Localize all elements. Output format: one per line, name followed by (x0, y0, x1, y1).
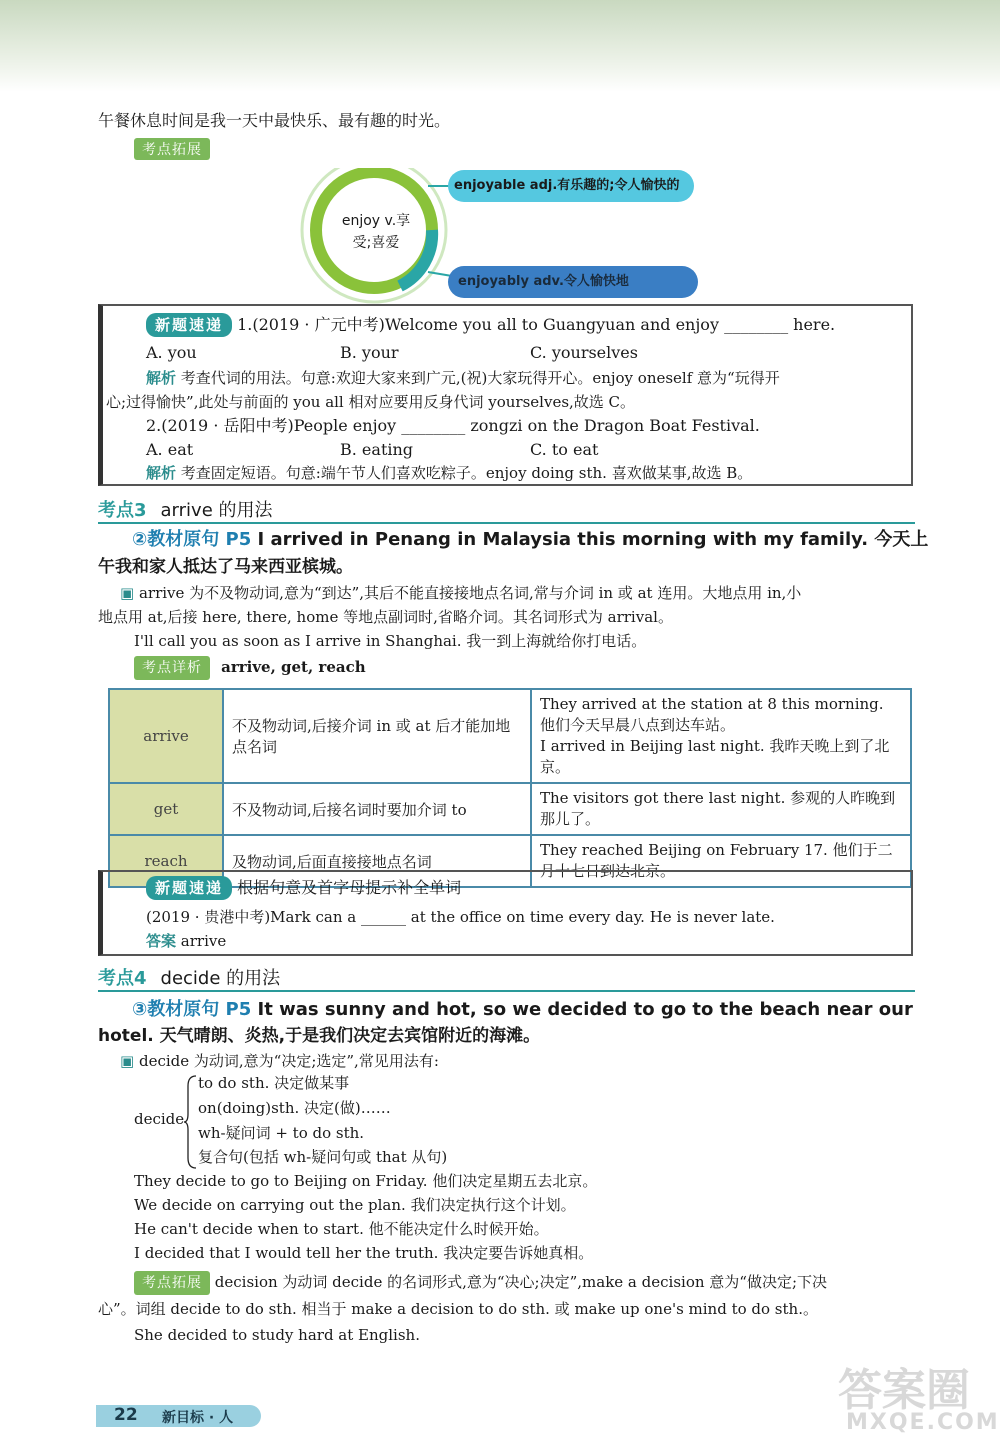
kd4-num: 考点4 (98, 968, 147, 989)
table-usage: 不及物动词,后接介词 in 或 at 后才能加地点名词 (223, 689, 531, 783)
page-number: 22 (114, 1405, 138, 1425)
table-word: arrive (109, 689, 223, 783)
tag-xinti: 新题速递 (146, 313, 232, 337)
table-example-1: They arrived at the station at 8 this morning. 他们今天早晨八点到达车站。 (540, 695, 884, 734)
q1-explanation-2: 心;过得愉快”,此处与前面的 you all 相对应要用反身代词 yourselves,故选 C。 (106, 393, 636, 411)
decide-use-3: wh-疑问词 + to do sth. (198, 1124, 365, 1142)
comparison-table (108, 688, 912, 888)
table-word: reach (109, 835, 223, 887)
tag-xinti-2: 新题速递 (146, 876, 232, 900)
kd3-example: I'll call you as soon as I arrive in Shanghai. 我一到上海就给你打电话。 (134, 632, 647, 650)
kd3-xiaxi-line (134, 656, 366, 680)
bubble-enjoyably: enjoyably adv.令人愉快地 (448, 266, 698, 298)
kaodian-4-heading (98, 964, 915, 992)
q2-option-c: C. to eat (530, 440, 599, 459)
center-line-1: enjoy v.享 (341, 213, 411, 229)
page-footer (96, 1405, 261, 1427)
q1-text: 1.(2019 · 广元中考)Welcome you all to Guangyuan and enjoy ________ here. (237, 315, 836, 334)
box1-q1-line (146, 313, 835, 337)
decide-example-1: They decide to go to Beijing on Friday. 他们决定星期五去北京。 (134, 1172, 598, 1190)
q2-option-b: B. eating (340, 440, 414, 459)
kd3-orig-line1: I arrived in Penang in Malaysia this morning with my family. 今天上 (251, 529, 929, 550)
kd3-note-2: 地点用 at,后接 here, there, home 等地点副词时,省略介词。其名词形式为 arrival。 (98, 608, 673, 626)
kd4-tuozhan-example: She decided to study hard at English. (134, 1326, 420, 1344)
q1-option-b: B. your (340, 343, 399, 362)
table-example: They reached Beijing on February 17. 他们于二月十七日到达北京。 (531, 835, 911, 887)
label-jiexi: 解析 (146, 369, 177, 387)
kd3-title: arrive 的用法 (160, 500, 273, 521)
decide-example-3: He can't decide when to start. 他不能决定什么时候开始。 (134, 1220, 549, 1238)
decide-use-1: to do sth. 决定做某事 (198, 1074, 350, 1092)
table-example: The visitors got there last night. 参观的人昨晚到那儿了。 (531, 783, 911, 835)
kd4-orig-line1: It was sunny and hot, so we decided to go to the beach near our (251, 999, 913, 1020)
q1-exp-text-1: 考查代词的用法。句意:欢迎大家来到广元,(祝)大家玩得开心。enjoy oneself 意为“玩得开 (180, 369, 780, 387)
table-word: get (109, 783, 223, 835)
kd4-note-text: decide 为动词,意为“决定;选定”,常见用法有: (138, 1052, 439, 1070)
kd3-orig-line2: 午我和家人抵达了马来西亚槟城。 (98, 557, 353, 577)
q1-option-a: A. you (146, 343, 197, 362)
decide-example-2: We decide on carrying out the plan. 我们决定执行这个计划。 (134, 1196, 576, 1214)
brace-icon (184, 1074, 198, 1170)
kd4-orig-line2: hotel. 天气晴朗、炎热,于是我们决定去宾馆附近的海滩。 (98, 1026, 541, 1046)
q2-exp-text: 考查固定短语。句意:端午节人们喜欢吃粽子。enjoy doing sth. 喜欢做某事,故选 B。 (180, 464, 753, 482)
label-jiexi-2: 解析 (146, 464, 177, 482)
table-example-2: I arrived in Beijing last night. 我昨天晚上到了北京。 (540, 737, 890, 776)
kd4-orig-label: ③教材原句 P5 (132, 999, 252, 1020)
center-line-2: 受;喜爱 (352, 235, 400, 251)
box2-answer: arrive (180, 932, 227, 950)
box2-title-line (146, 876, 461, 900)
box2-question: (2019 · 贵港中考)Mark can a ______ at the office on time every day. He is never late. (146, 908, 775, 926)
page-top-band (0, 0, 1000, 92)
kd3-num: 考点3 (98, 500, 147, 521)
kd3-note1-text: arrive 为不及物动词,意为“到达”,其后不能直接接地点名词,常与介词 in 或 at 连用。大地点用 in,小 (138, 584, 802, 602)
intro-line: 午餐休息时间是我一天中最快乐、最有趣的时光。 (98, 111, 451, 130)
table-example (531, 689, 911, 783)
table-row (109, 689, 911, 783)
kd4-note (120, 1050, 439, 1072)
decide-example-4: I decided that I would tell her the truth. 我决定要告诉她真相。 (134, 1244, 594, 1262)
kd3-original-sentence (132, 528, 928, 552)
kd3-orig-label: ②教材原句 P5 (132, 529, 252, 550)
box2-title: 根据句意及首字母提示补全单词 (237, 878, 462, 897)
q2-explanation (146, 462, 752, 484)
decide-word: decide (134, 1110, 185, 1128)
table-usage: 不及物动词,后接名词时要加介词 to (223, 783, 531, 835)
kd4-tuozhan-line-2: 心”。词组 decide to do sth. 相当于 make a decision to do sth. 或 make up one's mind to do sth.。 (98, 1300, 818, 1318)
kd4-original-sentence (132, 998, 913, 1022)
decide-use-4: 复合句(包括 wh-疑问句或 that 从句) (198, 1148, 448, 1166)
note-bullet-icon-2: ▣ (120, 1052, 135, 1070)
book-name: 新目标 · 人 (162, 1410, 234, 1426)
kd4-tuozhan-text-1: decision 为动词 decide 的名词形式,意为“决心;决定”,make a decision 意为“做决定;下决 (214, 1273, 828, 1291)
tag-kaodian-tuozhan-2: 考点拓展 (134, 1271, 210, 1295)
tag-kaodian-tuozhan: 考点拓展 (134, 138, 210, 160)
note-bullet-icon: ▣ (120, 584, 135, 602)
decide-use-2: on(doing)sth. 决定(做)…… (198, 1099, 391, 1117)
watermark-logo: 答案圈 (838, 1365, 970, 1416)
bubble-enjoyable: enjoyable adj.有乐趣的;令人愉快的 (448, 170, 694, 202)
kd3-note-1 (120, 582, 801, 604)
q2-text: 2.(2019 · 岳阳中考)People enjoy ________ zongzi on the Dragon Boat Festival. (146, 416, 760, 435)
q1-explanation-1 (146, 367, 780, 389)
kaodian-3-heading (98, 496, 915, 524)
watermark-url: MXQE.COM (846, 1410, 1000, 1435)
table-row (109, 783, 911, 835)
table-usage: 及物动词,后面直接接地点名词 (223, 835, 531, 887)
diagram-center-text (324, 210, 428, 254)
label-daan: 答案 (146, 932, 177, 950)
xiaxi-title: arrive, get, reach (221, 658, 366, 676)
kd4-tuozhan-line-1 (134, 1271, 827, 1295)
box2-answer-line (146, 930, 226, 952)
q1-option-c: C. yourselves (530, 343, 638, 362)
q2-option-a: A. eat (146, 440, 194, 459)
tag-kaodian-xiaxi: 考点详析 (134, 656, 210, 680)
kd4-title: decide 的用法 (160, 968, 281, 989)
